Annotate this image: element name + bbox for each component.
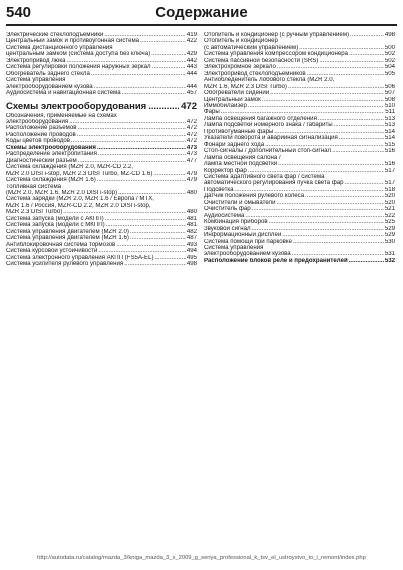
header-rule <box>6 24 397 26</box>
dot-leader <box>91 71 186 77</box>
toc-entry-title: Фонари заднего хода <box>204 141 265 148</box>
toc-entry-page: 514 <box>384 135 395 142</box>
toc-entry-page: 498 <box>384 32 395 38</box>
toc-entry-title: Противотуманные фары <box>204 128 274 135</box>
toc-entry-page: 506 <box>384 83 395 90</box>
dot-leader <box>124 261 186 267</box>
toc-entry-page: 510 <box>384 102 395 109</box>
toc-entry-title: Датчик положения рулевого колеса <box>204 193 305 200</box>
toc-entry-title: Лампа освещения салона / <box>204 154 281 161</box>
toc-entry-title: Система зарядки (MZR 2.0, MZR 1.6 / Европа / МТХ, <box>6 196 154 203</box>
toc-entry-page: 473 <box>186 151 197 158</box>
toc-entry <box>6 164 197 177</box>
source-url: http://autodata.ru/catalog/mazda_3/kniga_mazda_3_s_2009_g_seriya_professional_k_tsv_el_ustroystvo_to_i_remont/index.php <box>37 555 366 561</box>
toc-entry-title: Отопитель и кондиционер (с ручным управлением) <box>204 32 350 38</box>
toc-entry-title: Информационный дисплей <box>204 232 282 239</box>
toc-entry-title: Очистители и омыватели <box>204 199 276 206</box>
toc-entry-page: 516 <box>384 161 395 168</box>
toc-right-column <box>204 32 395 264</box>
toc-entry-page: 520 <box>384 199 395 206</box>
toc-entry-page: 472 <box>186 131 197 138</box>
toc-entry-title: Очиститель фар <box>204 206 251 213</box>
toc-entry-title: Распределение электропитания <box>6 151 97 158</box>
toc-entry-page: 419 <box>186 32 197 38</box>
toc-entry-title: Звуковой сигнал <box>204 225 251 232</box>
toc-entry-page: 518 <box>384 186 395 193</box>
toc-entry <box>6 45 197 58</box>
toc-entry-page: 500 <box>384 44 395 51</box>
toc-entry-title: Отопитель и кондиционер <box>204 38 278 45</box>
toc-entry-title: Система электронного управления АКПП (FS5A-EL) <box>6 254 154 261</box>
toc-entry-page: 429 <box>186 51 197 58</box>
dot-leader <box>140 38 186 44</box>
toc-entry-title: Система запуска (модели с МКПП) <box>6 222 105 229</box>
toc-entry <box>6 113 197 126</box>
toc-entry <box>204 77 395 90</box>
toc-entry-title: Комбинация приборов <box>204 219 268 226</box>
toc-entry-page: 481 <box>186 222 197 229</box>
toc-entry-page: 482 <box>186 228 197 235</box>
toc-entry-title: Расположение блоков реле и предохранителей <box>204 257 348 264</box>
toc-entry-title: электрооборудования <box>6 118 69 125</box>
toc-entry-page: 516 <box>384 148 395 155</box>
page-number: 540 <box>6 4 32 21</box>
toc-entry-page: 508 <box>384 96 395 103</box>
toc-entry-page: 513 <box>384 115 395 122</box>
toc-entry-title: центральным замком (система доступа без ключа) <box>6 51 151 58</box>
toc-entry-title: Система курсовой устойчивости <box>6 248 98 255</box>
toc-entry-page: 502 <box>384 51 395 58</box>
toc-entry-title: Система пассивной безопасности (SRS) <box>204 57 319 64</box>
toc-entry-title: электрооборудованием кузова <box>6 83 93 90</box>
toc-entry-page: 481 <box>186 215 197 222</box>
toc-entry-page: 511 <box>385 109 395 116</box>
toc-entry-title: Антиблокировочная система тормозов <box>6 241 116 248</box>
toc-entry-page: 444 <box>186 70 197 77</box>
toc-entry-page: 477 <box>186 157 197 164</box>
toc-entry-title: Центральный замок и противоугонная система <box>6 38 140 45</box>
toc-entry-page: 502 <box>384 57 395 64</box>
toc-entry-page: 517 <box>384 180 395 187</box>
toc-entry-title: Система охлаждения (MZR 1.6) <box>6 177 96 184</box>
toc-entry-title: Обогреватели сидений <box>204 90 270 97</box>
toc-entry-title: Система адаптивного света фар / система <box>204 173 325 180</box>
toc-entry-title: Система управления <box>204 244 264 251</box>
toc-entry-page: 521 <box>384 206 395 213</box>
toc-entry <box>204 38 395 51</box>
toc-entry-page: 532 <box>384 257 395 264</box>
toc-entry-page: 457 <box>186 90 197 97</box>
toc-entry-page: 472 <box>186 138 197 145</box>
toc-entry-title: Антиобледенитель лобового стекла (MZR 2.0, <box>204 77 335 84</box>
toc-entry-title: Расположение проводов <box>6 131 76 138</box>
toc-entry-page: 520 <box>384 193 395 200</box>
toc-entry-title: Электрохромное зеркало <box>204 64 276 71</box>
toc-entry-title: электрооборудованием кузова <box>204 251 291 258</box>
toc-left-column <box>6 32 197 267</box>
toc-entry-title: Система управления двигателем (MZR 2.0) <box>6 228 129 235</box>
toc-entry-title: Стоп-сигналы / дополнительный стоп-сигнал <box>204 148 332 155</box>
toc-entry-page: 513 <box>384 122 395 129</box>
toc-entry-title: Лампа освещения багажного отделения <box>204 115 317 122</box>
toc-entry-title: Аудиосистема <box>204 212 245 219</box>
toc-entry-title: Иммобилайзер <box>204 102 247 109</box>
toc-entry-title: Система охлаждения (MZR 2.0, MZR-CD 2.2, <box>6 164 133 171</box>
toc-entry-page: 522 <box>384 212 395 219</box>
toc-entry-page: 480 <box>186 209 197 216</box>
toc-entry-title: Корректор фар <box>204 167 247 174</box>
toc-entry-title: MZR 2.0 DISI i-stop, MZR 2.3 DISI Turbo, MZ-CD 1.6) <box>6 170 153 177</box>
toc-entry-page: 494 <box>186 248 197 255</box>
dot-leader <box>97 177 186 183</box>
toc-entry-page: 472 <box>186 125 197 132</box>
toc-entry-title: Центральный замок <box>204 96 261 103</box>
toc-entry-page: 479 <box>186 177 197 184</box>
toc-entry-page: 472 <box>181 100 197 112</box>
toc-entry-page: 504 <box>384 64 395 71</box>
toc-entry-title: Обозначения, применяемые на схемах <box>6 112 117 119</box>
toc-entry-page: 473 <box>186 144 197 151</box>
toc-entry-page: 498 <box>186 260 197 267</box>
dot-leader <box>349 258 384 264</box>
toc-entry-page: 525 <box>384 219 395 226</box>
toc-entry-title: Лампа подсветки номерного знака / габариты <box>204 122 333 129</box>
toc-entry-page: 531 <box>384 251 395 258</box>
toc-entry-title: Аудиосистема и навигационная система <box>6 90 121 97</box>
toc-entry-title: MZR 1.6 / Россия, MZR-CD 2.2, MZR 2.0 DISI i-stop, <box>6 202 151 209</box>
toc-entry-title: (с автоматическим управлением) <box>204 44 299 51</box>
toc-entry <box>6 77 197 90</box>
toc-entry-title: Схемы электрооборудования <box>6 144 96 151</box>
toc-entry-title: Расположение разъемов <box>6 125 77 132</box>
toc-entry-title: Система запуска (модели с АКПП) <box>6 215 104 222</box>
toc-entry-page: 530 <box>384 238 395 245</box>
toc-entry-title: Система управления двигателем (MZR 1.6) <box>6 235 129 242</box>
toc-entry-page: 442 <box>186 57 197 64</box>
dot-leader <box>122 90 186 96</box>
page-title: Содержание <box>155 4 248 21</box>
toc-entry-title: MZR 2.3 DISI Turbo) <box>6 209 63 216</box>
toc-entry-title: Указатели поворота и аварийная сигнализация <box>204 135 338 142</box>
toc-entry-title: Система регулировки положения наружных зеркал <box>6 64 151 71</box>
toc-entry-page: 493 <box>186 241 197 248</box>
toc-entry-title: Обогреватель заднего стекла <box>6 70 90 77</box>
toc-entry <box>6 184 197 197</box>
toc-entry-page: 507 <box>384 90 395 97</box>
toc-entry-title: MZR 1.6, MZR 2.3 DISI Turbo) <box>204 83 287 90</box>
toc-entry-page: 422 <box>186 38 197 45</box>
toc-entry-title: Диагностический разъем <box>6 157 77 164</box>
toc-entry-title: Система управления компрессором кондиционера <box>204 51 349 58</box>
toc-entry <box>6 90 197 96</box>
toc-entry-page: 443 <box>186 64 197 71</box>
dot-leader <box>148 101 179 112</box>
toc-entry-page: 517 <box>384 167 395 174</box>
toc-entry <box>204 174 395 187</box>
toc-entry-title: автоматического регулирования пучка света фар <box>204 180 344 187</box>
toc-entry-page: 495 <box>186 254 197 261</box>
toc-entry-page: 529 <box>384 232 395 239</box>
toc-entry-title: лампа местной подсветки <box>204 161 278 168</box>
toc-entry-title: Коды цветов проводов <box>6 138 71 145</box>
toc-entry-title: (MZR 2.0, MZR 1.6, MZR 2.0 DISI i-stop) <box>6 189 118 196</box>
toc-entry <box>204 155 395 168</box>
toc-entry-title: Система помощи при парковке <box>204 238 292 245</box>
dot-leader <box>332 148 384 154</box>
toc-entry-page: 505 <box>384 70 395 77</box>
toc-entry <box>204 258 395 264</box>
toc-entry-page: 514 <box>384 128 395 135</box>
toc-entry-title: Фары <box>204 109 220 116</box>
toc-entry-title: Топливная система <box>6 183 62 190</box>
toc-entry-title: Подсветка <box>204 186 234 193</box>
toc-entry-page: 472 <box>186 118 197 125</box>
dot-leader <box>293 239 384 245</box>
toc-entry-page: 529 <box>384 225 395 232</box>
toc-entry-title: Электропривод люка <box>6 57 66 64</box>
toc-entry-title: Электропривод стеклоподъемников <box>204 70 306 77</box>
toc-entry-page: 480 <box>186 189 197 196</box>
toc-entry-title: Схемы электрооборудования <box>6 100 147 112</box>
page-header <box>6 4 397 26</box>
toc-entry <box>6 261 197 267</box>
toc-entry-title: Электрические стеклоподъемники <box>6 32 104 38</box>
toc-entry-title: Система управления <box>6 77 66 84</box>
toc-entry-page: 479 <box>186 170 197 177</box>
toc-entry-page: 444 <box>186 83 197 90</box>
toc-entry <box>204 245 395 258</box>
toc-entry-page: 487 <box>186 235 197 242</box>
toc-section-heading <box>6 101 197 112</box>
toc-entry <box>6 196 197 215</box>
toc-entry-title: Система дистанционного управления <box>6 44 113 51</box>
dot-leader <box>350 32 384 38</box>
toc-entry-title: Система усилителя рулевого управления <box>6 260 124 267</box>
toc-entry-page: 515 <box>384 141 395 148</box>
